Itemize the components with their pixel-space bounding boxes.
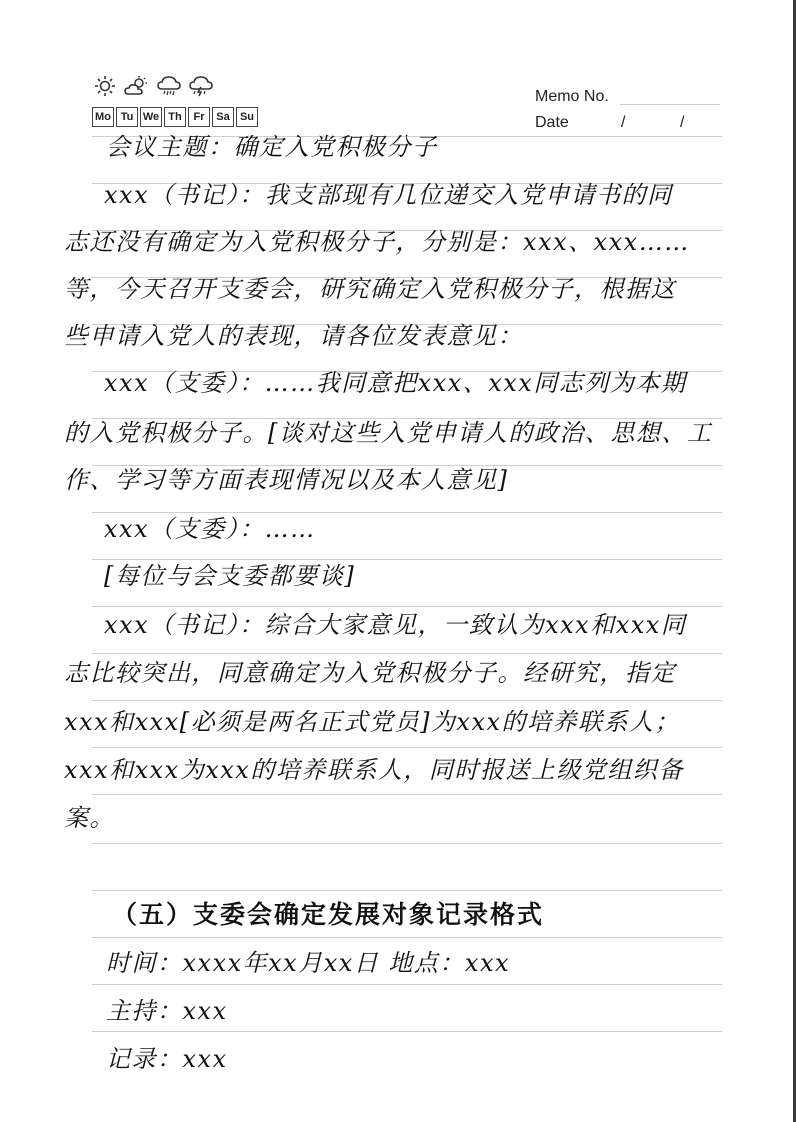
day-box-fr: Fr [188, 107, 210, 127]
text-line: 案。 [64, 804, 115, 832]
text-line: xxx和xxx[必须是两名正式党员]为xxx的培养联系人； [64, 708, 681, 736]
date-separator: / [621, 114, 626, 131]
ruled-line [92, 559, 722, 560]
ruled-line [92, 700, 722, 701]
section-title: （五）支委会确定发展对象记录格式 [112, 900, 545, 929]
sun-icon [92, 74, 118, 98]
day-box-th: Th [164, 107, 186, 127]
day-box-su: Su [236, 107, 258, 127]
ruled-line [92, 937, 722, 938]
ruled-line [92, 890, 722, 891]
ruled-line [92, 843, 722, 844]
day-box-tu: Tu [116, 107, 138, 127]
text-line: xxx（书记）：综合大家意见，一致认为xxx和xxx同 [104, 611, 687, 639]
text-line: xxx（支委）：……我同意把xxx、xxx同志列为本期 [104, 369, 687, 397]
recorder-line: 记录：xxx [106, 1045, 228, 1073]
date-label: Date [535, 114, 569, 131]
ruled-line [92, 984, 722, 985]
text-line: 作、学习等方面表现情况以及本人意见] [64, 466, 509, 494]
text-line: 的入党积极分子。[谈对这些入党申请人的政治、思想、工 [64, 419, 713, 447]
text-line: 些申请入党人的表现，请各位发表意见： [64, 322, 523, 350]
ruled-line [92, 606, 722, 607]
day-box-we: We [140, 107, 162, 127]
text-line: [每位与会支委都要谈] [104, 562, 356, 590]
ruled-line [92, 512, 722, 513]
ruled-line [92, 1031, 722, 1032]
partly-cloudy-icon [124, 74, 150, 98]
text-line: 志还没有确定为入党积极分子，分别是：xxx、xxx…… [64, 228, 690, 256]
ruled-line [92, 794, 722, 795]
meeting-topic-line: 会议主题：确定入党积极分子 [106, 133, 438, 161]
rain-icon [156, 74, 182, 98]
day-box-sa: Sa [212, 107, 234, 127]
date-separator: / [680, 114, 685, 131]
weekday-boxes [92, 107, 258, 127]
ruled-line [92, 747, 722, 748]
weather-icons [92, 74, 214, 98]
thunderstorm-icon [188, 74, 214, 98]
time-location-line: 时间：xxxx年xx月xx日 地点：xxx [106, 949, 511, 977]
text-line: xxx（书记）：我支部现有几位递交入党申请书的同 [104, 181, 673, 209]
text-line: 志比较突出，同意确定为入党积极分子。经研究，指定 [64, 659, 676, 687]
text-line: xxx和xxx为xxx的培养联系人，同时报送上级党组织备 [64, 756, 684, 784]
memo-no-label: Memo No. [535, 88, 609, 105]
host-line: 主持：xxx [106, 997, 228, 1025]
ruled-line [92, 653, 722, 654]
text-line: xxx（支委）：…… [104, 515, 316, 543]
day-box-mo: Mo [92, 107, 114, 127]
memo-no-rule [620, 104, 720, 105]
text-line: 等，今天召开支委会，研究确定入党积极分子，根据这 [64, 275, 676, 303]
